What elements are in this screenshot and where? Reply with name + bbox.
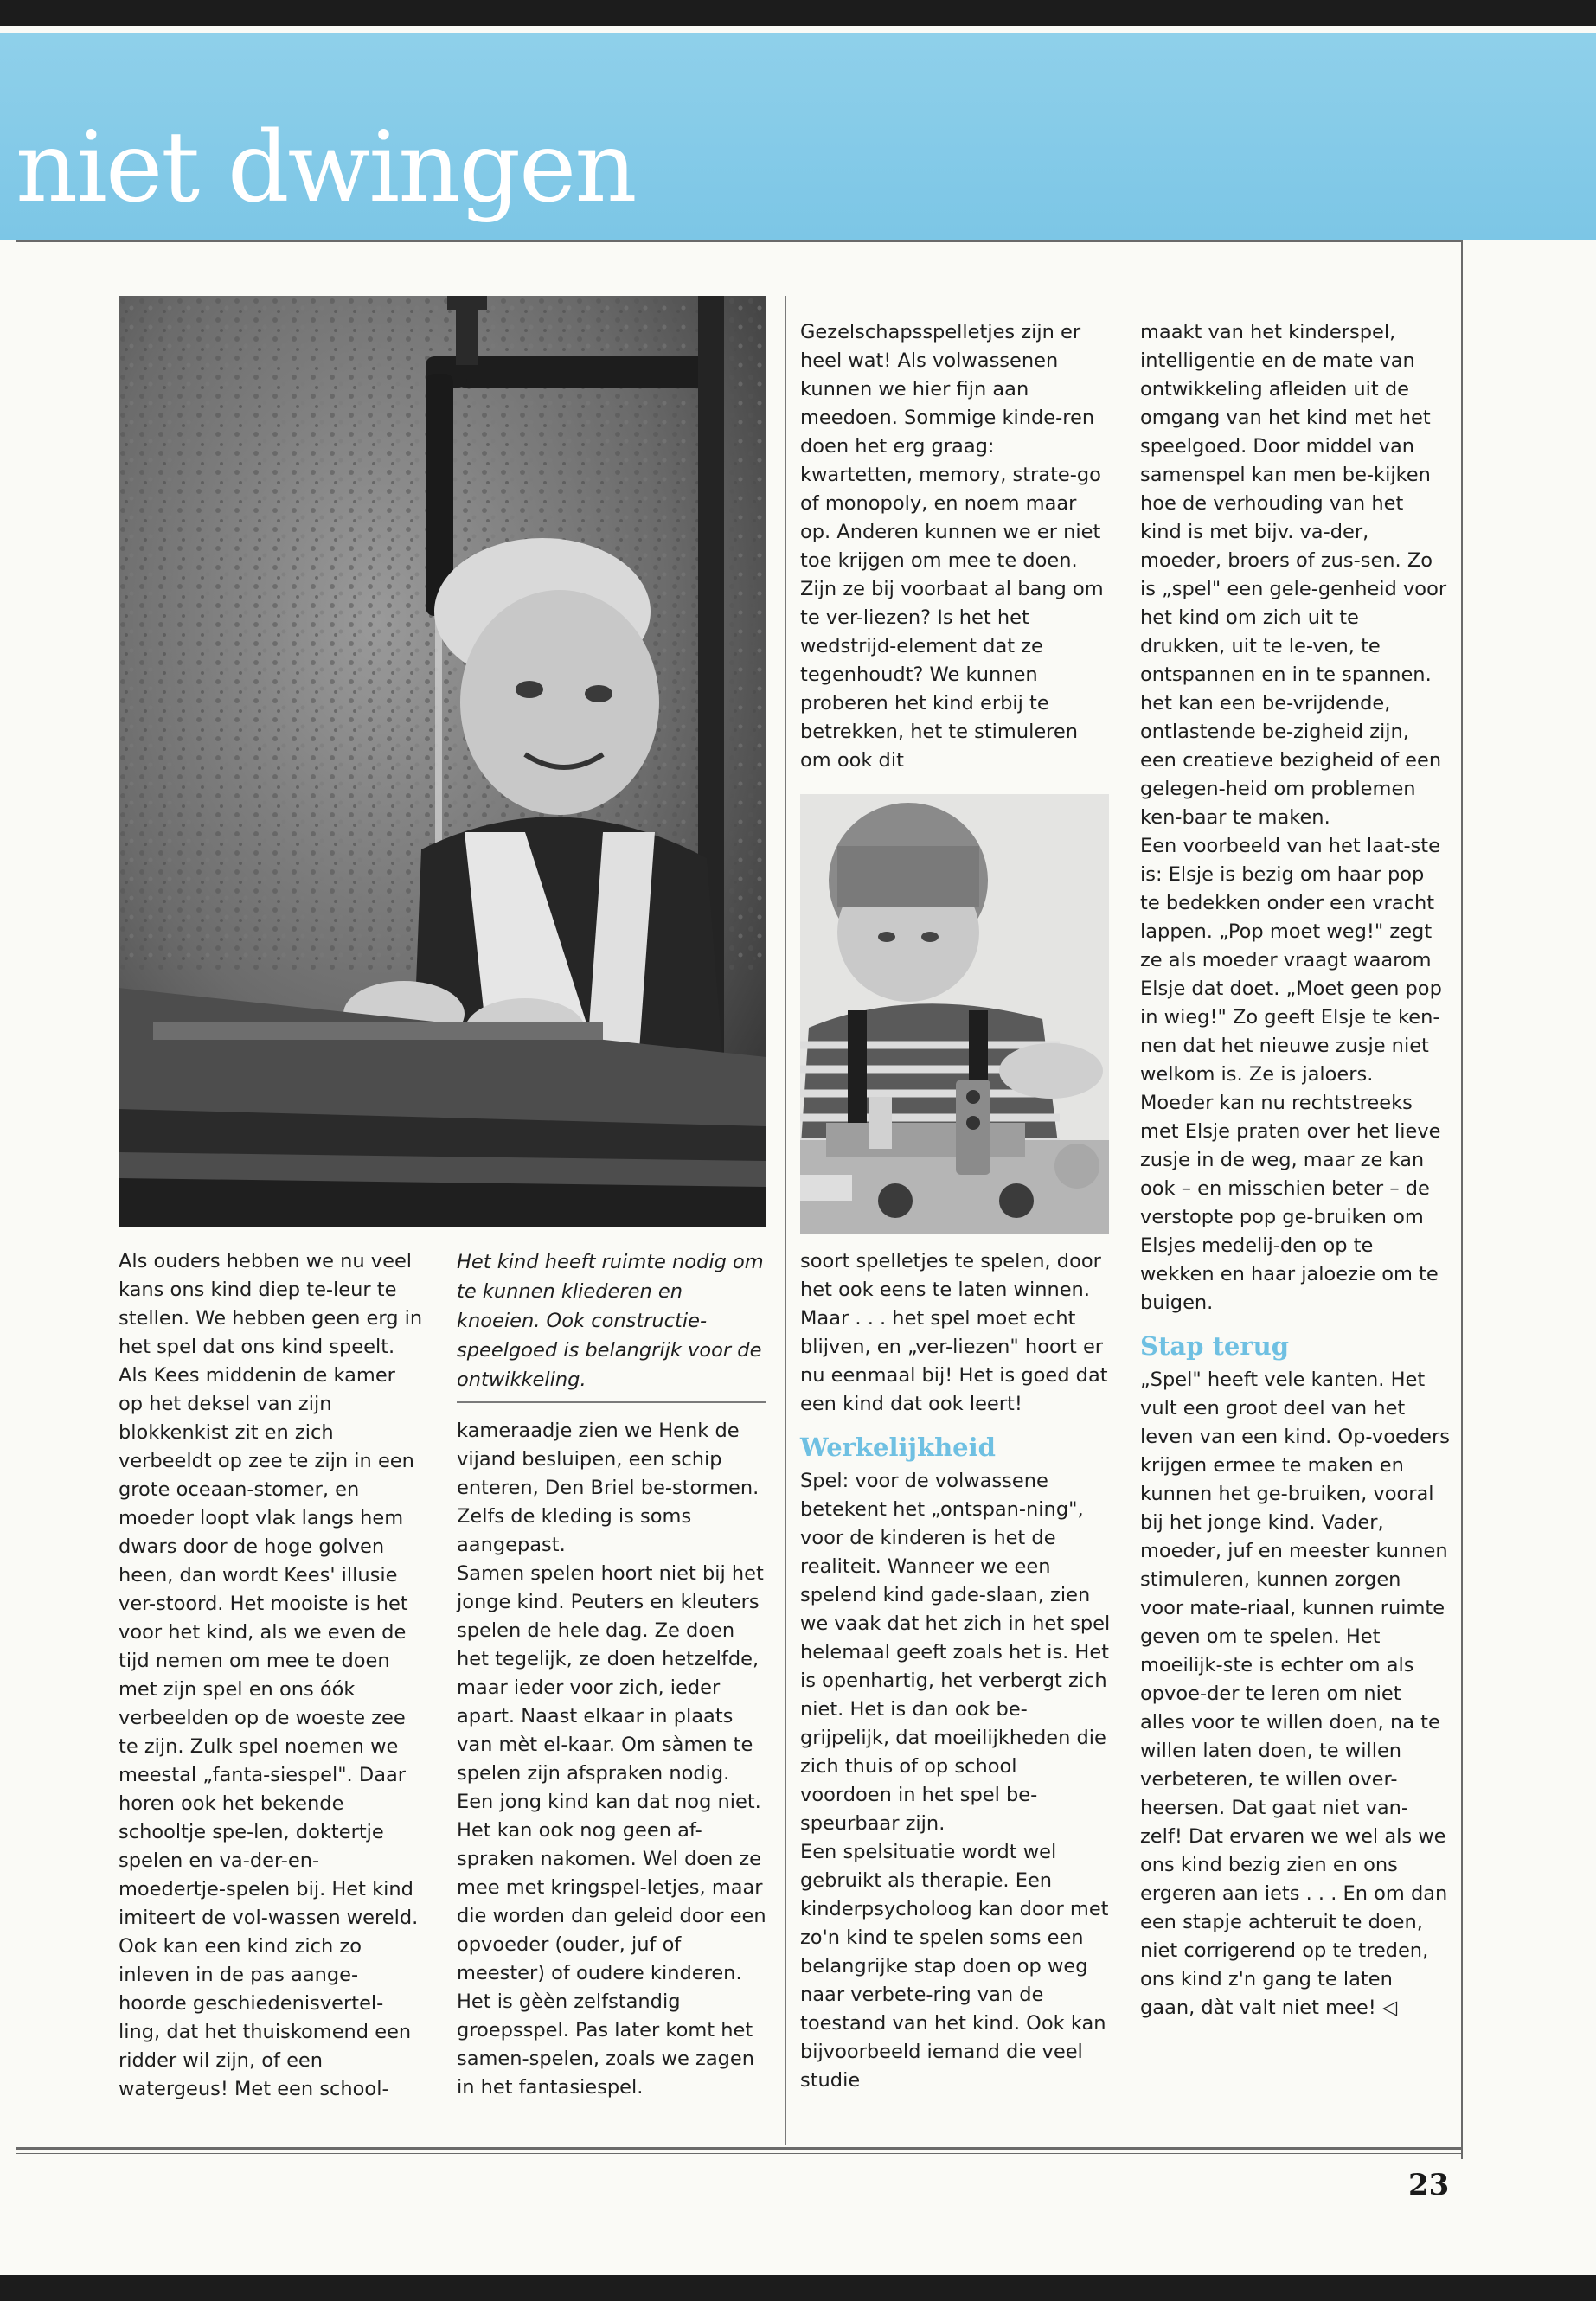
photo-illustration-water xyxy=(119,296,766,1227)
frame-line-bottom-thin xyxy=(16,2153,1462,2154)
article-title: niet dwingen xyxy=(16,112,636,224)
frame-line-right xyxy=(1461,240,1463,2159)
paragraph: maakt van het kinderspel, intelligentie en de mate van ontwikkeling afleiden uit de omgang van het kind met het speelgoed. Door middel van samenspel kan men be-kijken hoe de verhouding van het kind is met bijv. va-der, moeder, broers of zus-sen. Zo is „spel" een gele-genheid voor het kind om zich uit te drukken, uit te le-ven, te ontspannen en in te spannen. het kan een be-vrijdende, ontlastende be-zigheid zijn, een creatieve bezigheid of een gelegen-heid om problemen ken-baar te maken. xyxy=(1140,321,1447,829)
frame-line-top xyxy=(16,240,1462,242)
section-heading-stap-terug: Stap terug xyxy=(1140,1331,1289,1361)
paragraph: kameraadje zien we Henk de vijand besluipen, een schip enteren, Den Briel be-stormen. Zelfs de kleding is soms aangepast. xyxy=(457,1420,760,1556)
page-number: 23 xyxy=(1408,2168,1450,2202)
paragraph: Spel: voor de volwassene betekent het „ontspan-ning", voor de kinderen is het de realiteit. Wanneer we een spelend kind gade-slaan, zien we vaak dat het zich in het spel helemaal geeft zoals het is. Het is openhartig, het verbergt zich niet. Het is dan ook be-grijpelijk, dat moeilijkheden die zich thuis of op school voordoen in het spel be-speurbaar zijn. xyxy=(800,1470,1111,1835)
paragraph: soort spelletjes te spelen, door het ook eens te laten winnen. Maar . . . het spel moet echt blijven, en „ver-liezen" hoort er nu eenmaal bij! Het is goed dat een kind dat ook leert! xyxy=(800,1250,1108,1415)
paragraph: Gezelschapsspelletjes zijn er heel wat! Als volwassenen kunnen we hier fijn aan meedoen. Sommige kinde-ren doen het erg graag: kwartetten, memory, strate-go of monopoly, en noem maar op. Anderen kunnen we er niet toe krijgen om mee te doen. Zijn ze bij voorbaat al bang om te ver-liezen? Is het het wedstrijd-element dat ze tegenhoudt? We kunnen proberen het kind erbij te betrekken, het te stimuleren om ook dit xyxy=(800,321,1104,772)
column-divider xyxy=(785,296,786,2145)
text-column-3-bottom xyxy=(800,1247,1112,2095)
paragraph: Een spelsituatie wordt wel gebruikt als therapie. Een kinderpsycholoog kan door met zo'n kind te spelen soms een belangrijke stap doen op weg naar verbete-ring van de toestand van het kind. Ook kan bijvoorbeeld iemand die veel studie xyxy=(800,1841,1109,2092)
text-column-4 xyxy=(1140,318,1450,2022)
magazine-page xyxy=(0,26,1596,2275)
paragraph: „Spel" heeft vele kanten. Het vult een groot deel van het leven van een kind. Op-voeders krijgen ermee te maken en kunnen het ge-bruiken, vooral bij het jonge kind. Vader, moeder, juf en meester kunnen stimuleren, kunnen zorgen voor mate-riaal, kunnen ruimte geven om te spelen. Het moeilijk-ste is echter om als opvoe-der te leren om niet alles voor te willen doen, na te willen laten doen, te willen verbeteren, te willen over-heersen. Dat gaat niet van-zelf! Dat ervaren we wel als we ons kind bezig zien en ons ergeren aan iets . . . En om dan een stapje achteruit te doen, niet corrigerend op te treden, ons kind z'n gang te laten gaan, dàt valt niet mee! ◁ xyxy=(1140,1368,1450,2019)
paragraph: Ook kan een kind zich zo inleven in de pas aange-hoorde geschiedenisvertel-ling, dat het thuiskomend een ridder wil zijn, of een watergeus! Met een school- xyxy=(119,1935,412,2100)
paragraph: Samen spelen hoort niet bij het jonge kind. Peuters en kleuters spelen de hele dag. Ze doen het tegelijk, ze doen hetzelfde, maar ieder voor zich, ieder apart. Naast elkaar in plaats van mèt el-kaar. Om sàmen te spelen zijn afspraken nodig. Een jong kind kan dat nog niet. Het kan ook nog geen af-spraken nakomen. Wel doen ze mee met kringspel-letjes, maar die worden dan geleid door een opvoeder (ouder, juf of meester) of oudere kinderen. Het is gèèn zelfstandig groepsspel. Pas later komt het samen-spelen, zoals we zagen in het fantasiespel. xyxy=(457,1562,766,2099)
child-playing-with-water-photo xyxy=(119,296,766,1227)
child-with-wooden-toys-photo xyxy=(800,794,1109,1234)
text-column-2 xyxy=(457,1417,768,2102)
photo-caption: Het kind heeft ruimte nodig om te kunnen kliederen en knoeien. Ook constructie-speelgoed is belangrijk voor de ontwikkeling. xyxy=(457,1247,766,1403)
title-banner xyxy=(0,33,1596,240)
section-heading-werkelijkheid: Werkelijkheid xyxy=(800,1433,996,1462)
paragraph: Een voorbeeld van het laat-ste is: Elsje is bezig om haar pop te bedekken onder een vracht lappen. „Pop moet weg!" zegt ze als moeder vraagt waarom Elsje dat doet. „Moet geen pop in wieg!" Zo geeft Elsje te ken-nen dat het nieuwe zusje niet welkom is. Ze is jaloers. Moeder kan nu rechtstreeks met Elsje praten over het lieve zusje in de weg, maar ze kan ook – en misschien beter – de verstopte pop ge-bruiken om Elsjes medelij-den op te wekken en haar jaloezie om te buigen. xyxy=(1140,835,1442,1314)
frame-line-bottom xyxy=(16,2147,1462,2150)
text-column-3-top xyxy=(800,318,1112,775)
paragraph: Als ouders hebben we nu veel kans ons kind diep te-leur te stellen. We hebben geen erg in het spel dat ons kind speelt. Als Kees middenin de kamer op het deksel van zijn blokkenkist zit en zich verbeeldt op zee te zijn in een grote oceaan-stomer, en moeder loopt vlak langs hem dwars door de hoge golven heen, dan wordt Kees' illusie ver-stoord. Het mooiste is het voor het kind, als we even de tijd nemen om mee te doen met zijn spel en ons óók verbeelden op de woeste zee te zijn. Zulk spel noemen we meestal „fanta-siespel". Daar horen ook het bekende schooltje spe-len, doktertje spelen en va-der-en-moedertje-spelen bij. Het kind imiteert de vol-wassen wereld. xyxy=(119,1250,423,1929)
photo-illustration-toys xyxy=(800,794,1109,1234)
text-column-1 xyxy=(119,1247,423,2104)
